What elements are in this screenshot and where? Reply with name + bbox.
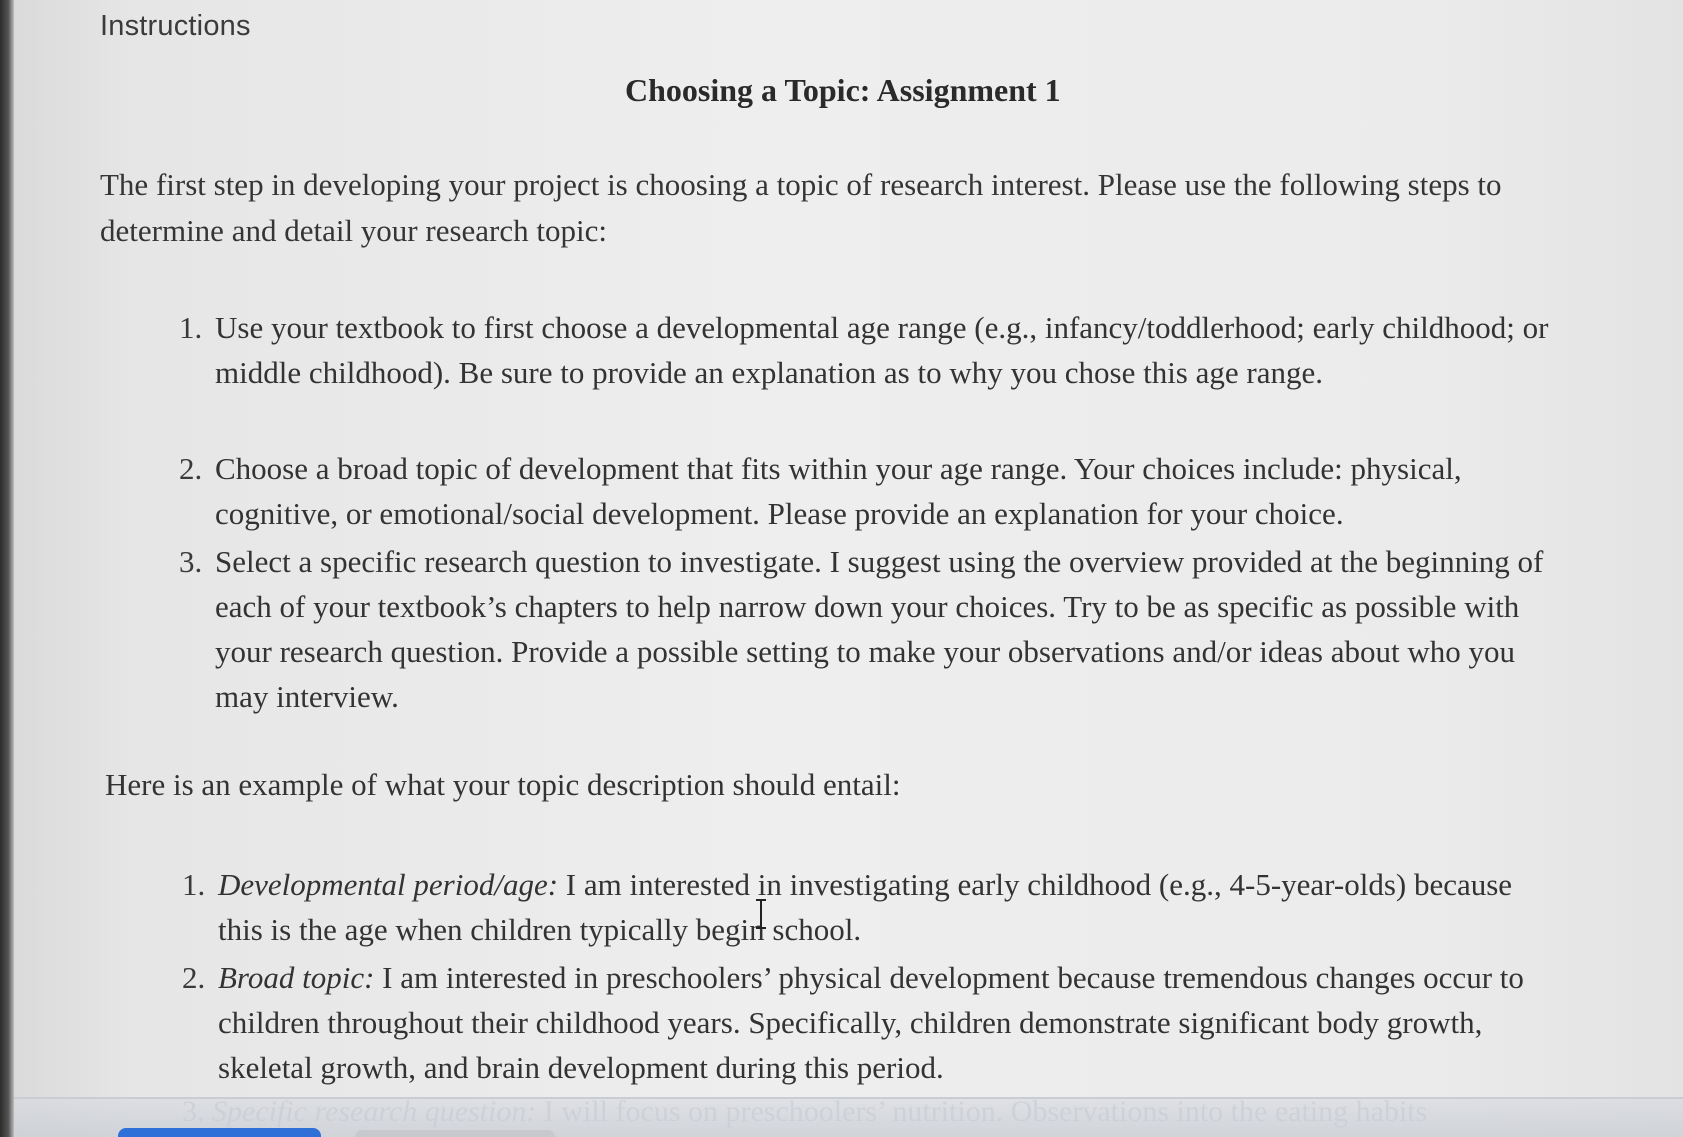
example-list — [182, 862, 1528, 1087]
example-intro: Here is an example of what your topic description should entail: — [105, 767, 901, 802]
step-item — [179, 305, 1555, 446]
example-number: 1. — [182, 867, 206, 902]
step-text: Choose a broad topic of development that fits within your age range. Your choices include: physical, cognitive, or emotional/social development. Please provide an explanation for your choice. — [215, 451, 1462, 531]
step-number: 3. — [179, 544, 203, 579]
step-text: Select a specific research question to investigate. I suggest using the overview provided at the beginning of each of your textbook’s chapters to help narrow down your choices. Try to be as specific as possible with your research question. Provide a possible setting to make your observations and/or ideas about who you may interview. — [215, 544, 1544, 714]
secondary-action-button[interactable] — [355, 1130, 555, 1137]
step-item — [179, 446, 1555, 539]
example-number: 2. — [182, 960, 206, 995]
example-item — [182, 955, 1528, 1087]
steps-list — [179, 305, 1555, 719]
instructions-heading: Instructions — [100, 10, 251, 42]
example-item — [182, 862, 1528, 955]
step-number: 2. — [179, 451, 203, 486]
step-item — [179, 539, 1555, 719]
text-cursor-icon — [754, 898, 768, 930]
example-label: Developmental period/age: — [218, 867, 559, 902]
primary-action-button[interactable] — [118, 1128, 321, 1137]
example-text: I am interested in investigating early childhood (e.g., 4-5-year-olds) because this is the age when children typically begin school. — [218, 867, 1513, 947]
intro-paragraph: The first step in developing your project is choosing a topic of research interest. Please use the following steps to determine and detail your research topic: — [100, 167, 1502, 248]
example-label: Broad topic: — [218, 960, 375, 995]
step-text: Use your textbook to first choose a developmental age range (e.g., infancy/toddlerhood; early childhood; or middle childhood). Be sure to provide an explanation as to why you chose this age range. — [215, 310, 1549, 390]
example-text: I am interested in preschoolers’ physical development because tremendous changes occur to children throughout their childhood years. Specifically, children demonstrate significant body growth, skeletal growth, and brain development during this period. — [218, 960, 1524, 1085]
step-number: 1. — [179, 310, 203, 345]
assignment-title: Choosing a Topic: Assignment 1 — [625, 72, 1061, 108]
